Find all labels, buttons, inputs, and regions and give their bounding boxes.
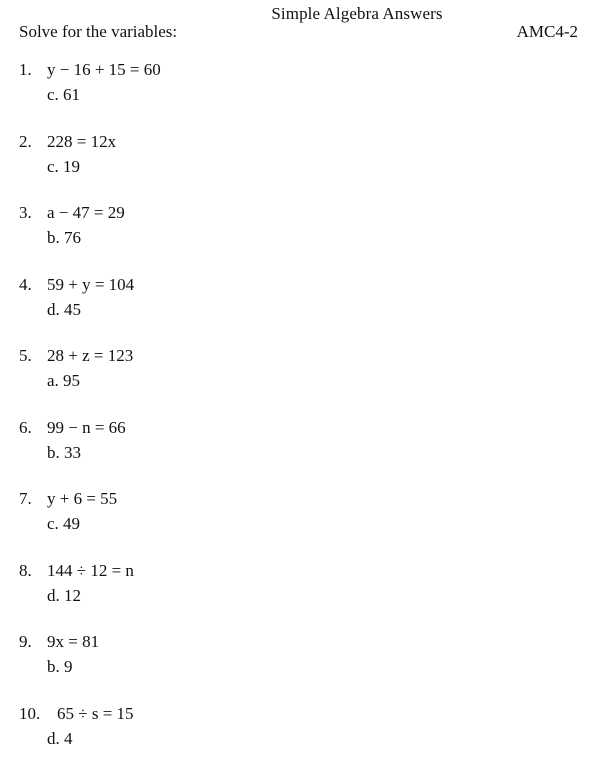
problem-number: 8. bbox=[19, 561, 32, 581]
problem-item bbox=[0, 418, 600, 490]
problem-item bbox=[0, 132, 600, 204]
problem-answer: b. 9 bbox=[47, 657, 73, 677]
problem-number: 10. bbox=[19, 704, 40, 724]
problem-item bbox=[0, 60, 600, 132]
page-title: Simple Algebra Answers bbox=[0, 4, 600, 24]
problem-number: 3. bbox=[19, 203, 32, 223]
problem-equation: 65 ÷ s = 15 bbox=[57, 704, 134, 724]
problem-equation: 59 + y = 104 bbox=[47, 275, 134, 295]
problem-number: 1. bbox=[19, 60, 32, 80]
problem-number: 4. bbox=[19, 275, 32, 295]
problem-item bbox=[0, 561, 600, 633]
problem-answer: d. 4 bbox=[47, 729, 73, 749]
problem-equation: y + 6 = 55 bbox=[47, 489, 117, 509]
problem-answer: c. 49 bbox=[47, 514, 80, 534]
problem-answer: c. 61 bbox=[47, 85, 80, 105]
problem-item bbox=[0, 704, 600, 775]
problem-equation: y − 16 + 15 = 60 bbox=[47, 60, 161, 80]
problem-equation: 9x = 81 bbox=[47, 632, 99, 652]
problem-equation: a − 47 = 29 bbox=[47, 203, 125, 223]
problem-number: 5. bbox=[19, 346, 32, 366]
problem-answer: d. 12 bbox=[47, 586, 81, 606]
problem-number: 7. bbox=[19, 489, 32, 509]
problem-item bbox=[0, 489, 600, 561]
problem-equation: 228 = 12x bbox=[47, 132, 116, 152]
problem-item bbox=[0, 632, 600, 704]
problem-answer: a. 95 bbox=[47, 371, 80, 391]
instructions-text: Solve for the variables: bbox=[19, 22, 177, 42]
problem-answer: d. 45 bbox=[47, 300, 81, 320]
worksheet-code: AMC4-2 bbox=[517, 22, 578, 42]
problem-item bbox=[0, 346, 600, 418]
problem-item bbox=[0, 275, 600, 347]
problem-answer: b. 33 bbox=[47, 443, 81, 463]
problem-answer: b. 76 bbox=[47, 228, 81, 248]
problem-equation: 28 + z = 123 bbox=[47, 346, 133, 366]
problem-answer: c. 19 bbox=[47, 157, 80, 177]
problem-number: 2. bbox=[19, 132, 32, 152]
problem-equation: 99 − n = 66 bbox=[47, 418, 126, 438]
problem-equation: 144 ÷ 12 = n bbox=[47, 561, 134, 581]
problem-number: 9. bbox=[19, 632, 32, 652]
problem-number: 6. bbox=[19, 418, 32, 438]
problem-list bbox=[0, 60, 600, 775]
problem-item bbox=[0, 203, 600, 275]
